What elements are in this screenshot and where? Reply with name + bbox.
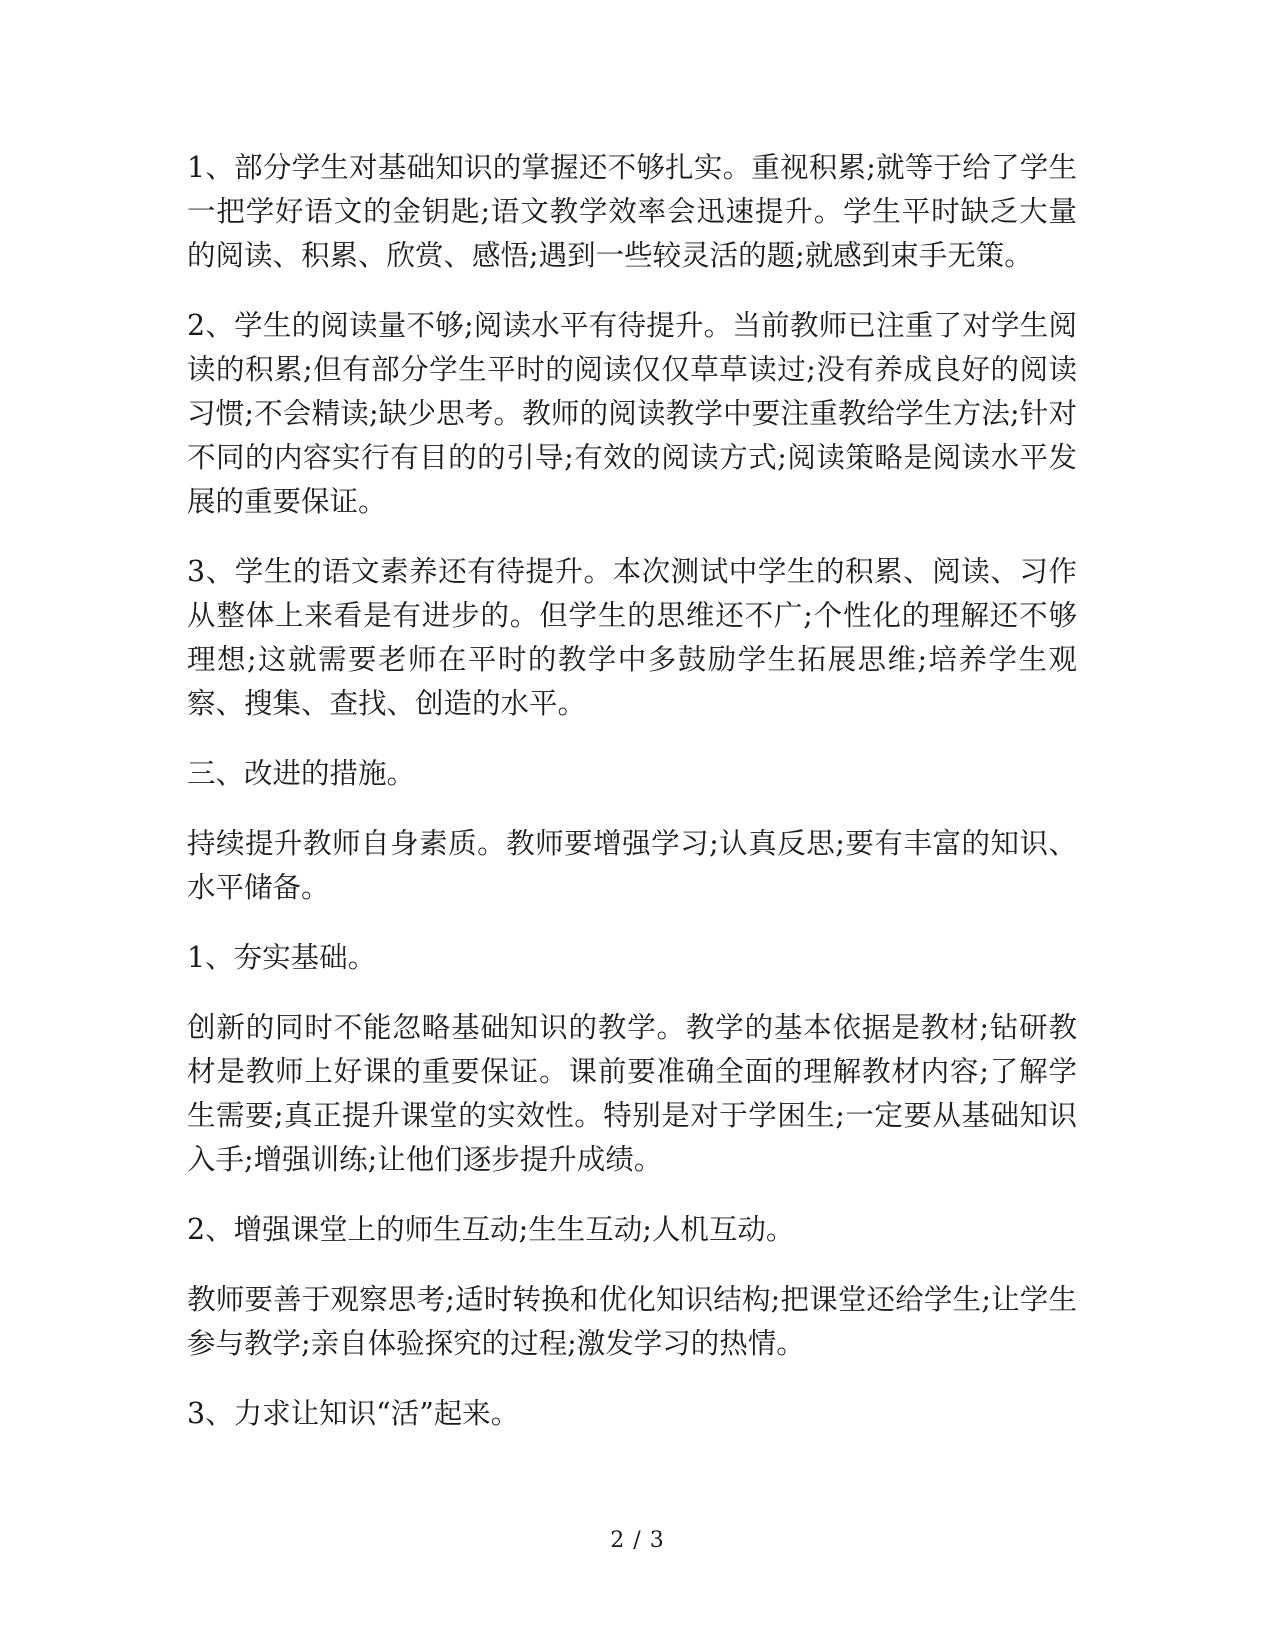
paragraph-3: 3、学生的语文素养还有待提升。本次测试中学生的积累、阅读、习作从整体上来看是有进步的。但学生的思维还不广;个性化的理解还不够理想;这就需要老师在平时的教学中多鼓励学生拓展思维;培养学生观察、搜集、查找、创造的水平。	[187, 555, 1077, 720]
section-heading: 三、改进的措施。	[187, 757, 416, 790]
paragraph-4: 持续提升教师自身素质。教师要增强学习;认真反思;要有丰富的知识、水平储备。	[187, 827, 1077, 904]
subheading-2: 2、增强课堂上的师生互动;生生互动;人机互动。	[187, 1213, 795, 1246]
document-body	[187, 146, 1077, 1462]
subheading-1: 1、夯实基础。	[187, 941, 377, 974]
page-number: 2 / 3	[610, 1528, 665, 1553]
paragraph-5: 创新的同时不能忽略基础知识的教学。教学的基本依据是教材;钻研教材是教师上好课的重要保证。课前要准确全面的理解教材内容;了解学生需要;真正提升课堂的实效性。特别是对于学困生;一定要从基础知识入手;增强训练;让他们逐步提升成绩。	[187, 1011, 1077, 1176]
paragraph-1: 1、部分学生对基础知识的掌握还不够扎实。重视积累;就等于给了学生一把学好语文的金钥匙;语文教学效率会迅速提升。学生平时缺乏大量的阅读、积累、欣赏、感悟;遇到一些较灵活的题;就感到束手无策。	[187, 151, 1077, 272]
subheading-3: 3、力求让知识“活”起来。	[187, 1397, 520, 1430]
paragraph-6: 教师要善于观察思考;适时转换和优化知识结构;把课堂还给学生;让学生参与教学;亲自体验探究的过程;激发学习的热情。	[187, 1283, 1077, 1360]
paragraph-2: 2、学生的阅读量不够;阅读水平有待提升。当前教师已注重了对学生阅读的积累;但有部分学生平时的阅读仅仅草草读过;没有养成良好的阅读习惯;不会精读;缺少思考。教师的阅读教学中要注重教给学生方法;针对不同的内容实行有目的的引导;有效的阅读方式;阅读策略是阅读水平发展的重要保证。	[187, 309, 1077, 518]
